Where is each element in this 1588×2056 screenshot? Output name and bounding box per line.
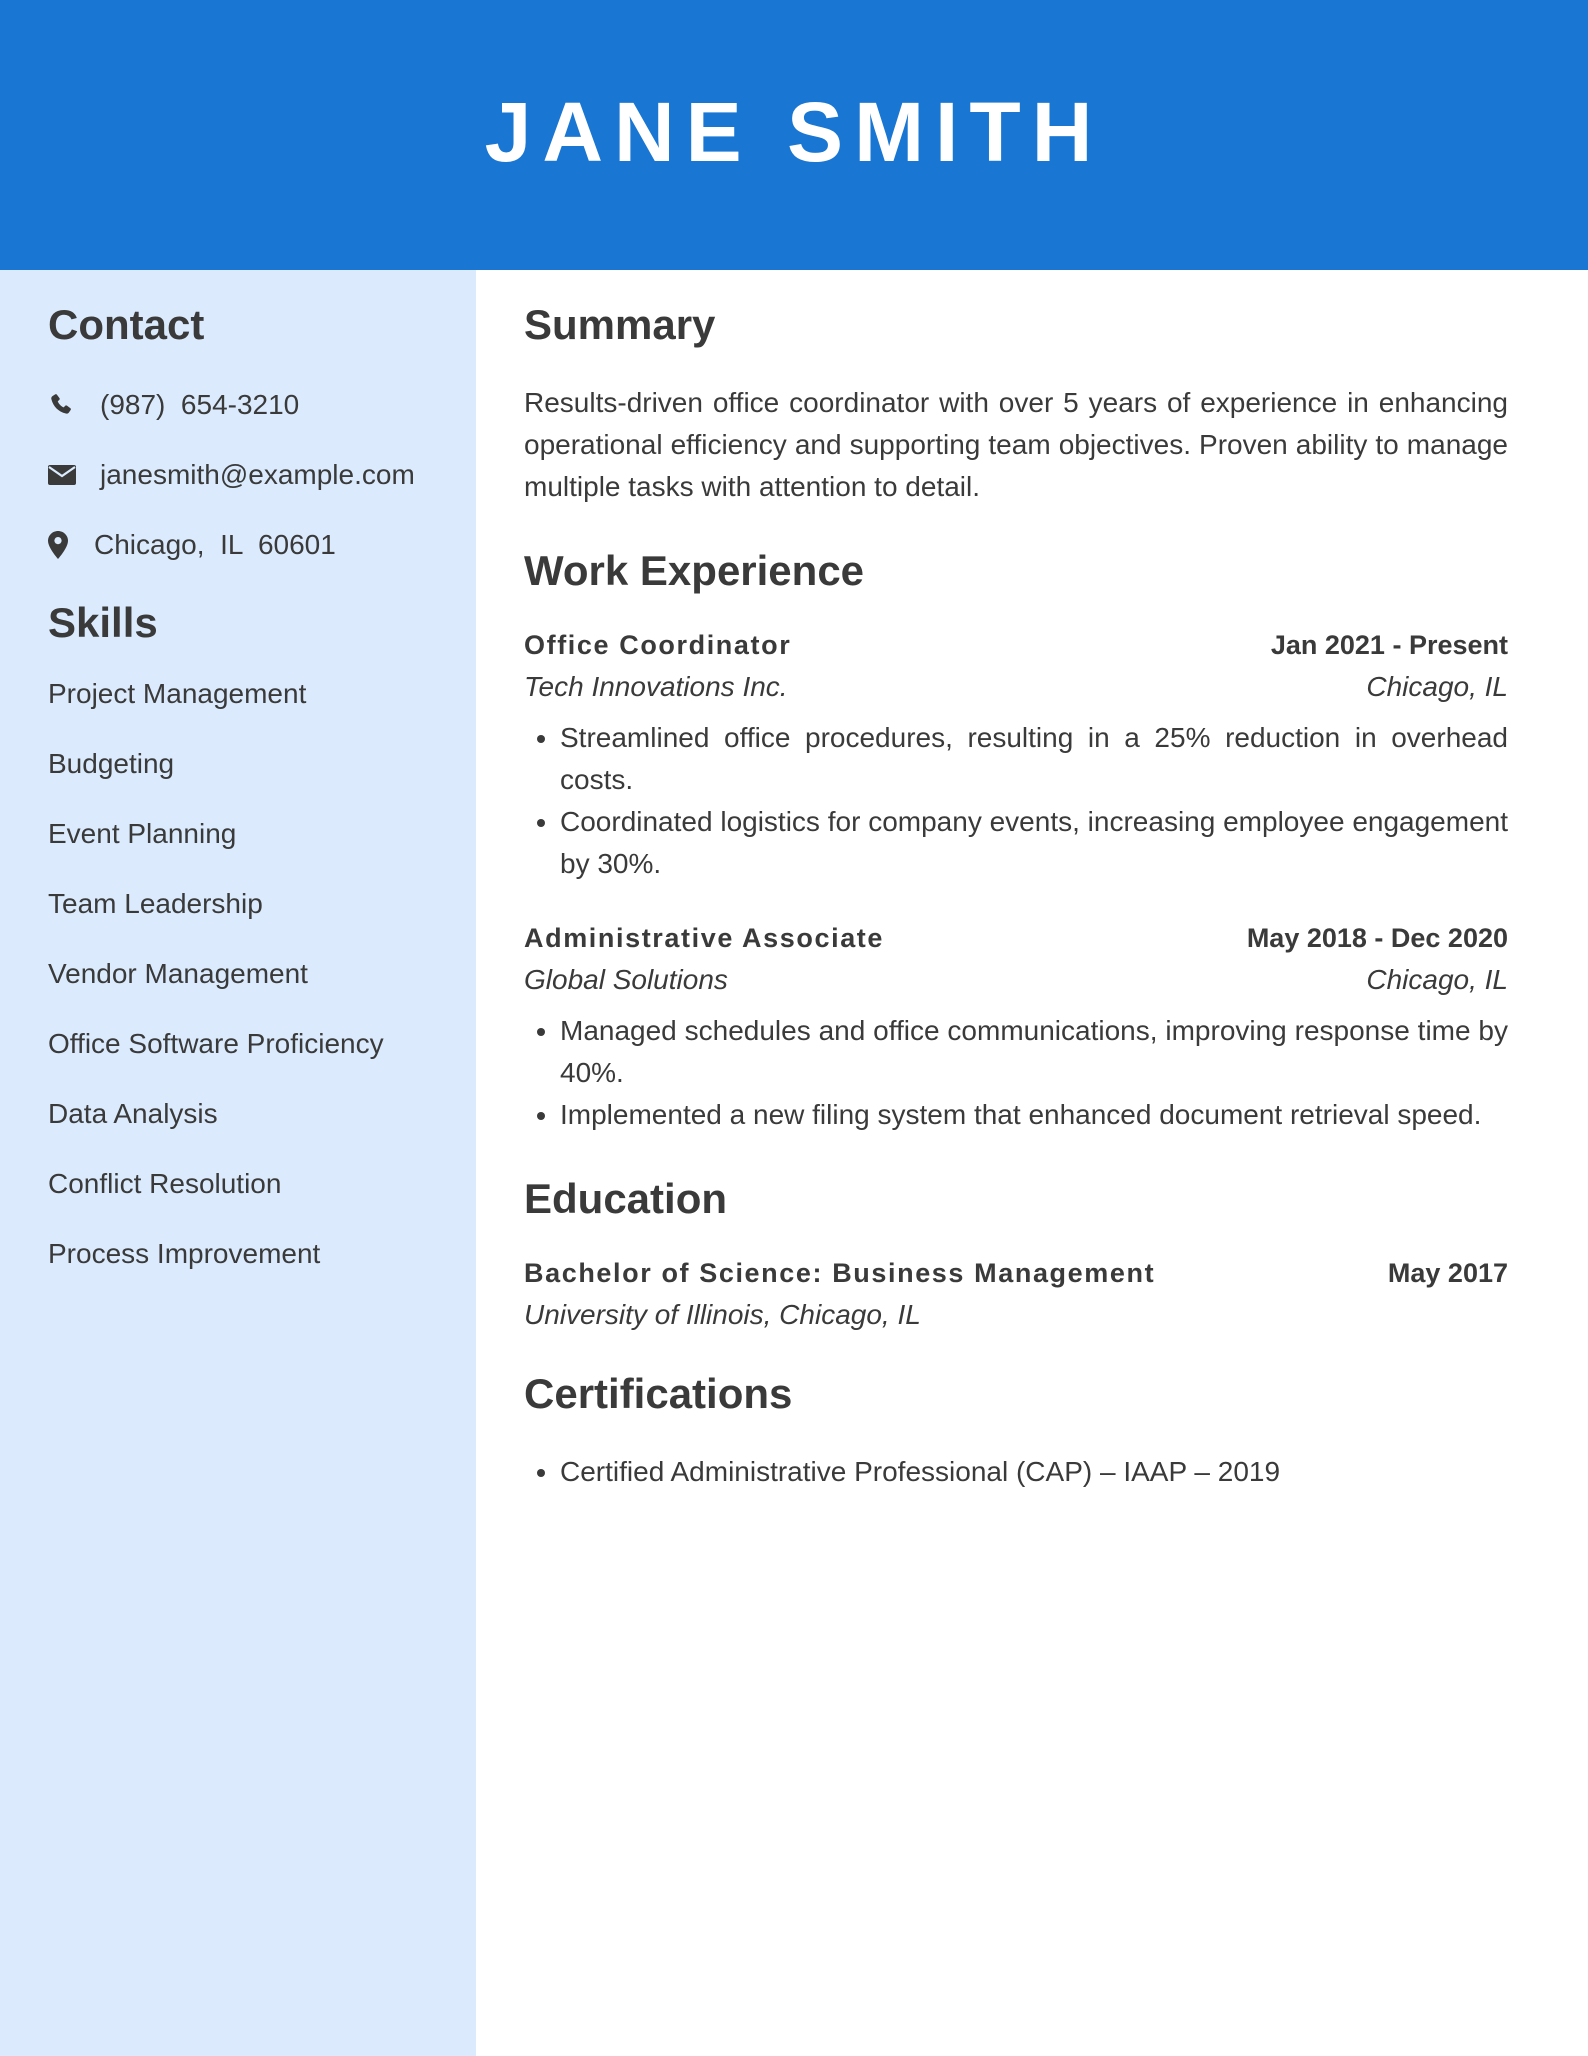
job-company: Global Solutions xyxy=(524,964,728,995)
main-content xyxy=(524,270,1508,1493)
contact-title: Contact xyxy=(48,301,205,348)
job-entry xyxy=(524,630,1508,885)
certifications-list xyxy=(524,1451,1508,1493)
skill-item: Office Software Proficiency xyxy=(48,1028,384,1059)
skills-title: Skills xyxy=(48,599,158,646)
job-bullet: • Managed schedules and office communications, improving response time by 40%. xyxy=(560,1010,1508,1094)
job-bullets xyxy=(524,717,1508,885)
job-location: Chicago, IL xyxy=(1366,671,1508,702)
summary-text: Results-driven office coordinator with over 5 years of experience in enhancing operational efficiency and supporting team objectives. Proven ability to manage multiple tasks with attention to detail. xyxy=(524,387,1508,502)
contact-email xyxy=(48,460,428,490)
job-header xyxy=(524,923,1508,954)
job-subheader xyxy=(524,964,1508,996)
map-pin-icon xyxy=(48,530,72,560)
candidate-name: JANE SMITH xyxy=(484,85,1104,179)
skill-item: Budgeting xyxy=(48,748,175,779)
phone-icon xyxy=(48,390,78,420)
skill-item: Vendor Management xyxy=(48,958,308,989)
skill-item: Process Improvement xyxy=(48,1238,321,1269)
job-bullet: • Streamlined office procedures, resulting in a 25% reduction in overhead costs. xyxy=(560,717,1508,801)
job-title: Office Coordinator xyxy=(524,630,792,660)
degree: Bachelor of Science: Business Management xyxy=(524,1258,1156,1288)
job-entry xyxy=(524,923,1508,1136)
job-dates: Jan 2021 - Present xyxy=(1270,630,1508,660)
certification-item: • Certified Administrative Professional (CAP) – IAAP – 2019 xyxy=(560,1451,1508,1493)
job-header xyxy=(524,630,1508,661)
education-subheader xyxy=(524,1299,1508,1331)
skill-item: Data Analysis xyxy=(48,1098,218,1129)
job-bullets xyxy=(524,1010,1508,1136)
contact-list xyxy=(48,390,428,560)
job-title: Administrative Associate xyxy=(524,923,885,953)
email-address: janesmith@example.com xyxy=(100,459,415,490)
skills-list xyxy=(48,678,428,1270)
contact-phone xyxy=(48,390,428,420)
skill-item: Project Management xyxy=(48,678,307,709)
header-banner xyxy=(0,0,1588,270)
school: University of Illinois, Chicago, IL xyxy=(524,1299,921,1330)
job-subheader xyxy=(524,671,1508,703)
skill-item: Conflict Resolution xyxy=(48,1168,282,1199)
contact-location xyxy=(48,530,428,560)
education-title: Education xyxy=(524,1175,728,1222)
job-bullet: • Implemented a new filing system that enhanced document retrieval speed. xyxy=(560,1094,1508,1136)
education-header xyxy=(524,1258,1508,1289)
job-bullet: • Coordinated logistics for company events, increasing employee engagement by 30%. xyxy=(560,801,1508,885)
graduation-date: May 2017 xyxy=(1387,1258,1508,1288)
education-entry xyxy=(524,1258,1508,1331)
job-dates: May 2018 - Dec 2020 xyxy=(1246,923,1508,953)
skill-item: Event Planning xyxy=(48,818,237,849)
envelope-icon xyxy=(48,460,78,490)
job-location: Chicago, IL xyxy=(1366,964,1508,995)
phone-number: (987) 654-3210 xyxy=(100,389,300,420)
sidebar xyxy=(0,270,476,2056)
experience-title: Work Experience xyxy=(524,547,865,594)
job-company: Tech Innovations Inc. xyxy=(524,671,788,702)
summary-title: Summary xyxy=(524,301,716,348)
certifications-title: Certifications xyxy=(524,1370,793,1417)
skill-item: Team Leadership xyxy=(48,888,263,919)
location-text: Chicago, IL 60601 xyxy=(94,529,336,560)
